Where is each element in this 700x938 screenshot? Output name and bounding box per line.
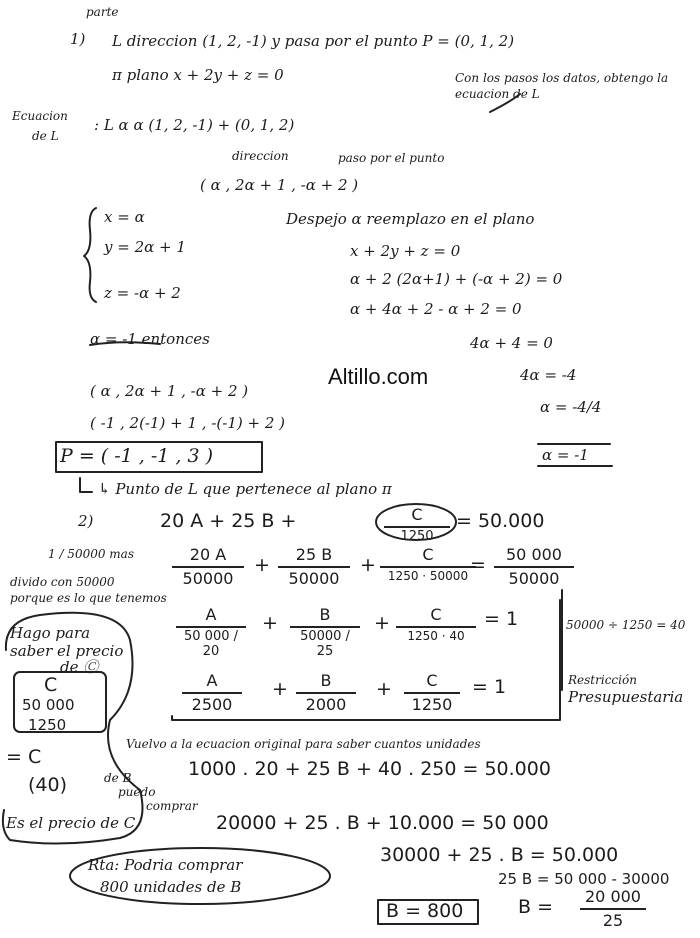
calc-4: 25 B = 50 000 - 30000 <box>498 870 670 888</box>
point-sub-2: ( -1 , 2(-1) + 1 , -(-1) + 2 ) <box>90 414 285 432</box>
plane-step-1: x + 2y + z = 0 <box>350 242 461 260</box>
watermark: Altillo.com <box>328 364 429 389</box>
ex2-c-fraction: C 1250 <box>384 506 450 545</box>
step3-b: B 2000 <box>296 672 356 715</box>
alpha-value: α = -1 entonces <box>90 330 210 348</box>
step2-b: B 50000 / 25 <box>290 606 360 660</box>
rta: Rta: Podria comprar <box>88 856 243 874</box>
hint-2: saber el precio <box>10 642 124 660</box>
hint-frac-1: 50 000 <box>22 696 75 714</box>
calc-1: 1000 . 20 + 25 B + 40 . 250 = 50.000 <box>188 758 551 780</box>
plane-step-2: α + 2 (2α+1) + (-α + 2) = 0 <box>350 270 563 288</box>
plane-step-5: 4α = -4 <box>520 366 577 384</box>
part-tag: parte <box>86 5 119 19</box>
side-calc: 50000 ÷ 1250 = 40 <box>566 618 686 632</box>
substitute-note: Despejo α reemplazo en el plano <box>286 210 535 228</box>
b-note-1: de B <box>104 771 132 785</box>
ex1-side-note: Con los pasos los datos, obtengo la ecuacion de L <box>455 71 669 102</box>
plane-step-3: α + 4α + 2 - α + 2 = 0 <box>350 300 522 318</box>
budget-note-top: Restricción <box>568 673 637 687</box>
plus-1: + <box>254 554 270 576</box>
hint-eq-c: = C <box>6 746 42 768</box>
point-sub-1: ( α , 2α + 1 , -α + 2 ) <box>90 382 249 400</box>
plane-step-6: α = -4/4 <box>540 398 602 416</box>
divide-note: 1 / 50000 mas <box>48 547 134 561</box>
plus-3: + <box>262 612 278 634</box>
budget-note: Presupuestaria <box>568 688 684 706</box>
answer-point: P = ( -1 , -1 , 3 ) <box>60 445 214 467</box>
b-answer: B = 800 <box>386 900 464 922</box>
ex1-number: 1) <box>70 30 86 48</box>
hint-3: de Ⓒ <box>60 658 99 676</box>
step2-a: A 50 000 / 20 <box>176 606 246 660</box>
ex2-number: 2) <box>78 512 94 530</box>
equals-1: = <box>470 554 486 576</box>
system-z: z = -α + 2 <box>104 284 181 302</box>
ex2-equals: = 50.000 <box>456 510 545 532</box>
calc-3: 30000 + 25 . B = 50.000 <box>380 844 619 866</box>
system-y: y = 2α + 1 <box>104 238 186 256</box>
point-label: paso por el punto <box>338 151 445 165</box>
step3-c: C 1250 <box>404 672 460 715</box>
ex1-statement-line1: L direccion (1, 2, -1) y pasa por el punto P = (0, 1, 2) <box>112 32 515 50</box>
system-x: x = α <box>104 208 145 226</box>
hint-frac-2: 1250 <box>28 716 67 734</box>
plus-4: + <box>374 612 390 634</box>
hint-1: Hago para <box>10 624 91 642</box>
plus-6: + <box>376 678 392 700</box>
b-note-2: puedo <box>118 785 156 799</box>
conclusion: ↳ Punto de L que pertenece al plano π <box>98 480 392 498</box>
ex1-statement-line2: π plano x + 2y + z = 0 <box>112 66 284 84</box>
return-note: Vuelvo a la ecuacion original para saber cuantos unidades <box>126 737 481 751</box>
hint-price: Es el precio de C <box>6 814 136 832</box>
ex2-equation: 20 A + 25 B + <box>160 510 297 532</box>
left-note-1: divido con 50000 <box>10 575 115 589</box>
calc-2: 20000 + 25 . B + 10.000 = 50 000 <box>216 812 549 834</box>
plane-step-7: α = -1 <box>542 446 589 464</box>
hint-40: (40) <box>28 774 68 796</box>
system-brace <box>84 208 96 302</box>
plus-2: + <box>360 554 376 576</box>
step3-a: A 2500 <box>182 672 242 715</box>
step1-c: C 1250 · 50000 <box>380 546 476 584</box>
rta-2: 800 unidades de B <box>100 878 242 896</box>
step2-c: C 1250 · 40 <box>396 606 476 644</box>
step3-result: = 1 <box>472 676 507 698</box>
step1-result: 50 000 50000 <box>494 546 574 589</box>
step2-result: = 1 <box>484 608 519 630</box>
eq-label-1: Ecuacion <box>12 109 68 123</box>
hint-frac-top: C <box>44 674 58 696</box>
calc-5-fraction: 20 000 25 <box>580 888 646 931</box>
conclusion-arrow <box>80 478 92 492</box>
eq-line: : L α α (1, 2, -1) + (0, 1, 2) <box>94 116 295 134</box>
calc-5-lhs: B = <box>518 896 553 918</box>
eq-label-2: de L <box>32 129 59 143</box>
plus-5: + <box>272 678 288 700</box>
step1-b: 25 B 50000 <box>278 546 350 589</box>
left-note-2: porque es lo que tenemos <box>10 591 167 605</box>
b-note-3: comprar <box>146 799 198 813</box>
step1-a: 20 A 50000 <box>172 546 244 589</box>
plane-step-4: 4α + 4 = 0 <box>470 334 553 352</box>
direction-label: direccion <box>232 149 289 163</box>
param-point: ( α , 2α + 1 , -α + 2 ) <box>200 176 359 194</box>
